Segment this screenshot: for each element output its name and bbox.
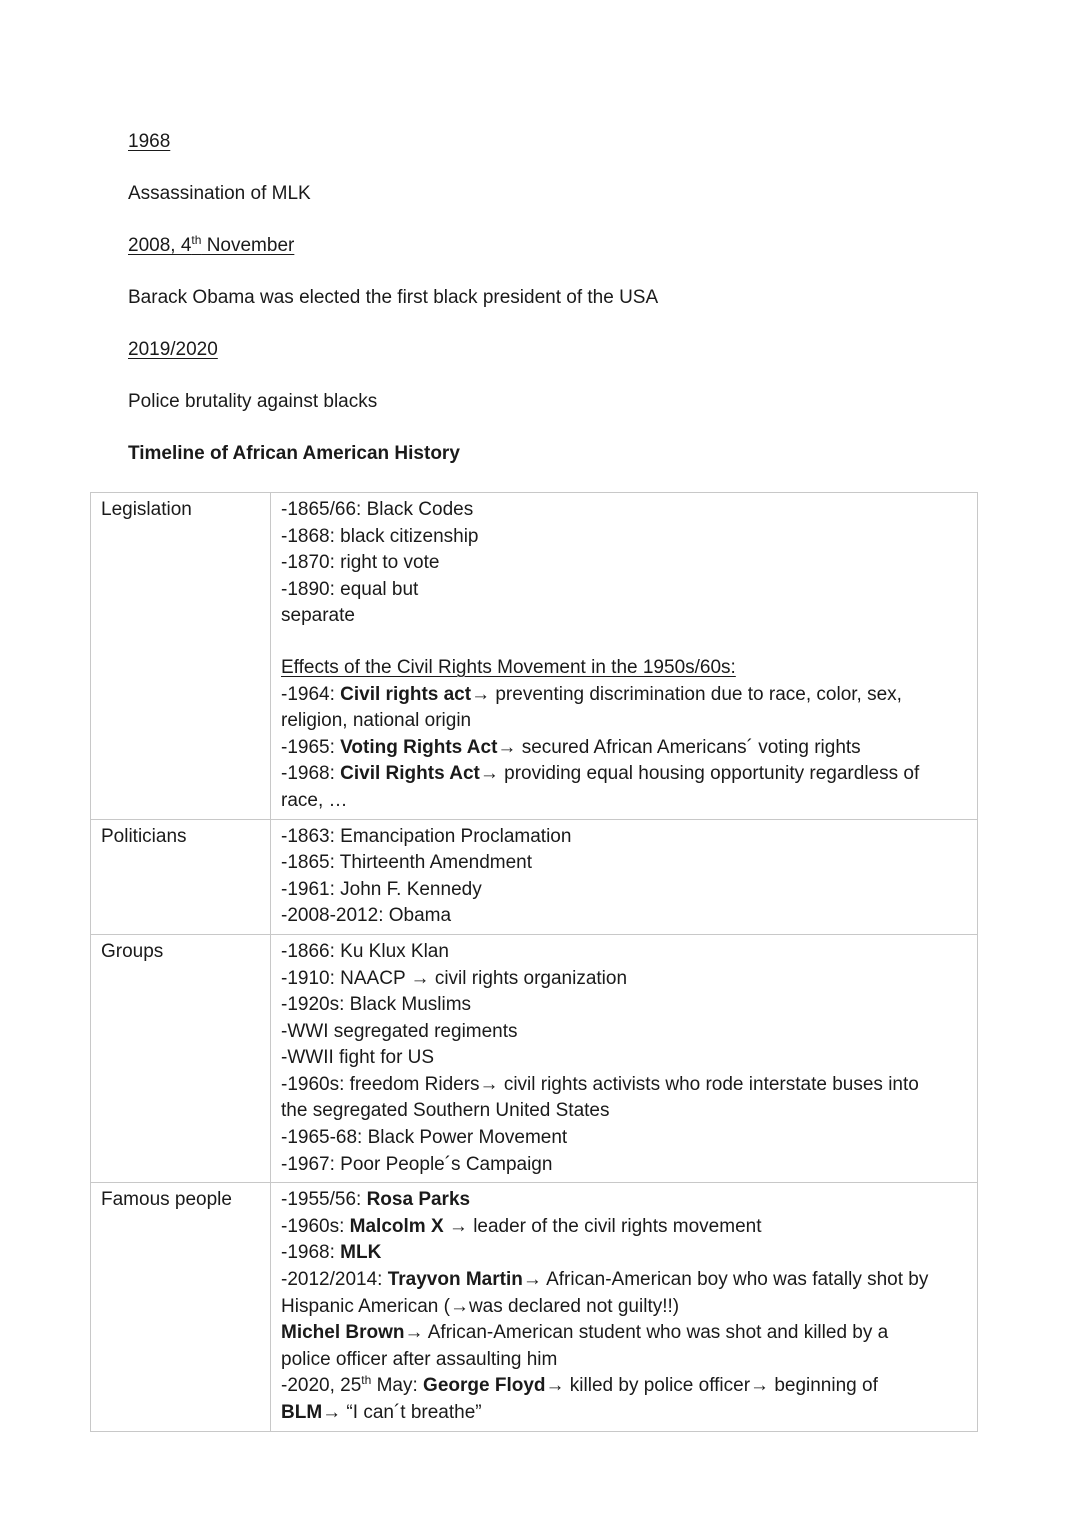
list-item: -2020, 25th May: George Floyd→ killed by police officer→ beginning of [281, 1373, 878, 1397]
section-title: Timeline of African American History [128, 443, 460, 464]
list-item: -1865/66: Black Codes [281, 499, 474, 520]
list-item: -1965: Voting Rights Act→ secured African Americans´ voting rights [281, 736, 861, 758]
list-item: -1961: John F. Kennedy [281, 878, 482, 900]
row-content [271, 493, 978, 820]
effects-heading: Effects of the Civil Rights Movement in the 1950s/60s: [281, 656, 736, 678]
list-item: -WWI segregated regiments [281, 1020, 518, 1042]
row-groups [91, 934, 978, 1182]
list-item: -1968: Civil Rights Act→ providing equal housing opportunity regardless of [281, 763, 920, 785]
list-item: -1870: right to vote [281, 552, 440, 574]
list-item: -1868: black citizenship [281, 525, 479, 547]
list-item: race, … [281, 789, 348, 811]
row-content [271, 1183, 978, 1431]
list-item: Michel Brown→ African-American student who was shot and killed by a [281, 1322, 889, 1344]
list-item: -1866: Ku Klux Klan [281, 940, 449, 962]
event-1968: Assassination of MLK [128, 183, 311, 204]
timeline-table [90, 492, 978, 1432]
list-item: -1863: Emancipation Proclamation [281, 825, 572, 847]
category-label: Politicians [91, 819, 271, 934]
list-item: the segregated Southern United States [281, 1100, 610, 1122]
row-famous-people [91, 1183, 978, 1431]
list-item: -1967: Poor People´s Campaign [281, 1153, 553, 1175]
spacer [281, 630, 967, 655]
list-item: religion, national origin [281, 710, 472, 732]
list-item: -2012/2014: Trayvon Martin→ African-American boy who was fatally shot by [281, 1269, 929, 1291]
list-item: Hispanic American (→was declared not guilty!!) [281, 1295, 680, 1317]
category-label: Legislation [91, 493, 271, 820]
list-item: separate [281, 605, 355, 627]
list-item: BLM→ “I can´t breathe” [281, 1402, 482, 1423]
date-1968: 1968 [128, 131, 171, 152]
list-item: -1965-68: Black Power Movement [281, 1127, 568, 1149]
list-item: -1865: Thirteenth Amendment [281, 852, 533, 874]
category-label: Groups [91, 934, 271, 1182]
event-2019: Police brutality against blacks [128, 391, 378, 412]
list-item: -1920s: Black Muslims [281, 994, 472, 1016]
list-item: -1890: equal but [281, 578, 419, 600]
date-2019: 2019/2020 [128, 339, 218, 360]
list-item: -1964: Civil rights act→ preventing discrimination due to race, color, sex, [281, 683, 902, 705]
date-2008: 2008, 4th November [128, 233, 295, 256]
list-item: -1960s: Malcolm X → leader of the civil rights movement [281, 1215, 762, 1237]
row-legislation [91, 493, 978, 820]
list-item: -1910: NAACP → civil rights organization [281, 967, 628, 989]
list-item: -WWII fight for US [281, 1047, 435, 1069]
row-content [271, 934, 978, 1182]
list-item: -1955/56: Rosa Parks [281, 1189, 471, 1211]
list-item: police officer after assaulting him [281, 1348, 558, 1370]
list-item: -1968: MLK [281, 1242, 382, 1264]
row-politicians [91, 819, 978, 934]
event-2008: Barack Obama was elected the first black president of the USA [128, 287, 659, 308]
list-item: -1960s: freedom Riders→ civil rights activists who rode interstate buses into [281, 1073, 919, 1095]
list-item: -2008-2012: Obama [281, 905, 452, 927]
row-content [271, 819, 978, 934]
category-label: Famous people [91, 1183, 271, 1431]
